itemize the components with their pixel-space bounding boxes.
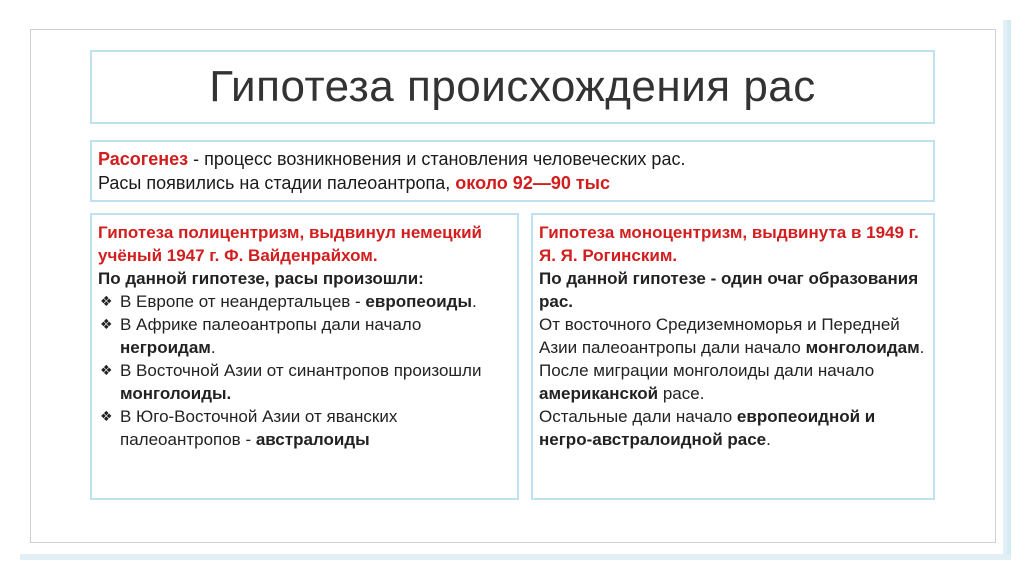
paragraph-bold: монголоидам: [805, 338, 920, 357]
paragraph-tail: .: [919, 338, 925, 357]
definition-box: [90, 140, 935, 202]
polycentrism-heading: Гипотеза полицентризм, выдвинул немецкий учёный 1947 г. Ф. Вайденрайхом.: [98, 223, 483, 265]
definition-text: процесс возникновения и становления человеческих рас.: [204, 149, 686, 169]
list-item-bold: негроидам: [120, 338, 211, 357]
paragraph-bold: американской: [539, 384, 659, 403]
paragraph-text: Остальные дали начало: [539, 407, 737, 426]
diamond-bullet-icon: ❖: [100, 293, 113, 309]
list-item: [98, 359, 511, 405]
polycentrism-list: [98, 290, 511, 451]
list-item-bold: монголоиды.: [120, 384, 232, 403]
list-item: [98, 290, 511, 313]
slide-title: Гипотеза происхождения рас: [209, 62, 816, 111]
monocentrism-heading: Гипотеза моноцентризм, выдвинута в 1949 г. Я. Я. Рогинским.: [539, 223, 919, 265]
definition-date-highlight: около 92—90 тыс: [455, 173, 611, 193]
diamond-bullet-icon: ❖: [100, 316, 113, 332]
list-item-text: В Восточной Азии от синантропов произошли: [120, 361, 482, 380]
list-item-tail: .: [210, 338, 216, 357]
diamond-bullet-icon: ❖: [100, 362, 113, 378]
paragraph-text: От восточного Средиземноморья и Передней Азии палеоантропы дали начало: [539, 315, 900, 357]
term-rasogenez: Расогенез: [98, 149, 189, 169]
paragraph-text: После миграции монголоиды дали начало: [539, 361, 875, 380]
decorative-edge-right: [1003, 20, 1011, 554]
definition-text-2: Расы появились на стадии палеоантропа,: [98, 173, 456, 193]
monocentrism-subheading: По данной гипотезе - один очаг образования рас.: [539, 269, 919, 311]
definition-line-2: [98, 171, 927, 195]
polycentrism-box: [90, 213, 519, 500]
monocentrism-box: [531, 213, 935, 500]
definition-dash: -: [188, 149, 205, 169]
monocentrism-paragraph-1: [539, 313, 927, 359]
monocentrism-paragraph-3: [539, 405, 927, 451]
list-item-text: В Юго-Восточной Азии от яванских палеоантропов -: [120, 407, 398, 449]
list-item: [98, 313, 511, 359]
paragraph-tail: .: [766, 430, 771, 449]
list-item-bold: европеоиды: [365, 292, 472, 311]
list-item-text: В Европе от неандертальцев -: [120, 292, 366, 311]
paragraph-tail: расе.: [658, 384, 705, 403]
diamond-bullet-icon: ❖: [100, 408, 113, 424]
polycentrism-subheading: По данной гипотезе, расы произошли:: [98, 269, 424, 288]
decorative-edge-bottom: [20, 554, 1011, 560]
list-item-text: В Африке палеоантропы дали начало: [120, 315, 422, 334]
list-item: [98, 405, 511, 451]
monocentrism-paragraph-2: [539, 359, 927, 405]
title-box: [90, 50, 935, 124]
list-item-bold: австралоиды: [255, 430, 370, 449]
definition-line-1: [98, 147, 927, 171]
list-item-tail: .: [471, 292, 477, 311]
paragraph-bold: европеоидной и негро-австралоидной расе: [539, 407, 876, 449]
